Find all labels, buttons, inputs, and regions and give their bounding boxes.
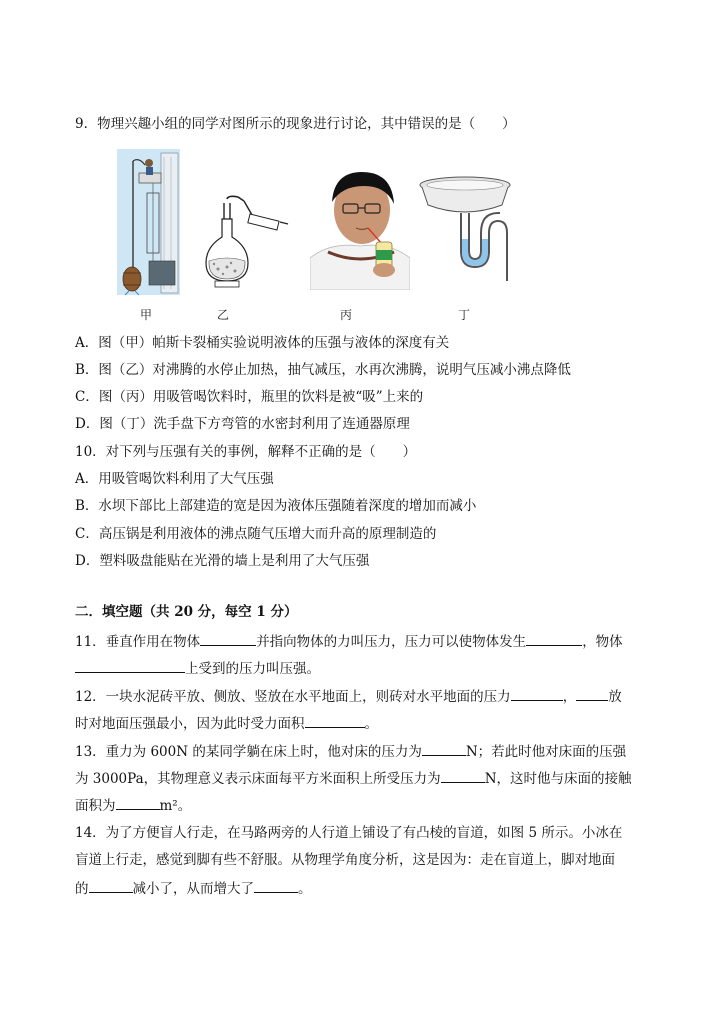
q9-option-c: C．图（丙）用吸管喝饮料时，瓶里的饮料是被“吸”上来的 — [75, 389, 424, 405]
q9-stem: 9．物理兴趣小组的同学对图所示的现象进行讨论，其中错误的是（ ） — [75, 116, 516, 132]
figure-jia-pascal-barrel — [117, 149, 180, 295]
q14-blank-1 — [89, 879, 133, 893]
section-heading-fill-in: 二．填空题（共 20 分，每空 1 分） — [75, 604, 298, 620]
q13-blank-3 — [116, 796, 160, 810]
q11-blank-3 — [75, 659, 185, 673]
q10-stem: 10．对下列与压强有关的事例，解释不正确的是（ ） — [75, 444, 417, 460]
q13-text-d: N，这时他与床面的接触 — [484, 771, 632, 787]
q13-text-f: m²。 — [159, 798, 192, 814]
q9-option-a: A．图（甲）帕斯卡裂桶实验说明液体的压强与液体的深度有关 — [75, 335, 450, 351]
q10-option-d: D．塑料吸盘能贴在光滑的墙上是利用了大气压强 — [75, 553, 370, 569]
q13-line-3 — [75, 796, 191, 815]
q13-line-1 — [75, 742, 626, 761]
q10-option-b: B．水坝下部比上部建造的宽是因为液体压强随着深度的增加而减小 — [75, 498, 477, 514]
q11-text-b: 并指向物体的力叫压力，压力可以使物体发生 — [256, 634, 527, 650]
q13-text-b: N；若此时他对床面的压强 — [465, 744, 627, 760]
q11-text-c: ，物体 — [582, 634, 623, 650]
q14-text-c: 。 — [298, 881, 312, 897]
q14-blank-2 — [254, 879, 298, 893]
q12-line-2 — [75, 714, 378, 733]
q13-line-2 — [75, 769, 632, 788]
q13-blank-1 — [422, 742, 466, 756]
q10-option-c: C．高压锅是利用液体的沸点随气压增大而升高的原理制造的 — [75, 526, 437, 542]
q12-text-c: 放 — [608, 689, 622, 705]
figure-yi-flask-syringe — [200, 193, 290, 293]
q11-blank-1 — [200, 632, 256, 646]
q14-line-2: 盲道上行走，感觉到脚有些不舒服。从物理学角度分析，这是因为：走在盲道上，脚对地面 — [75, 852, 615, 868]
q13-text-e: 面积为 — [75, 798, 116, 814]
q14-text-a: 的 — [75, 881, 89, 897]
q11-text-a: 11．垂直作用在物体 — [75, 634, 201, 650]
q12-blank-2 — [576, 687, 608, 701]
q11-line-2 — [75, 659, 320, 678]
q9-option-d: D．图（丁）洗手盘下方弯管的水密封利用了连通器原理 — [75, 416, 410, 432]
q13-blank-2 — [441, 769, 485, 783]
q11-line-1 — [75, 632, 623, 651]
q12-blank-1 — [511, 687, 563, 701]
q12-blank-3 — [305, 714, 365, 728]
figure-bing-boy-drinking — [310, 166, 410, 290]
q11-text-d: 上受到的压力叫压强。 — [185, 661, 320, 677]
q12-line-1 — [75, 687, 622, 706]
q14-line-3 — [75, 879, 312, 898]
figure-label-ding: 丁 — [458, 308, 471, 322]
q14-line-1: 14．为了方便盲人行走，在马路两旁的人行道上铺设了有凸棱的盲道，如图 5 所示。小冰在 — [75, 825, 623, 841]
figure-label-yi: 乙 — [217, 308, 230, 322]
figure-label-jia: 甲 — [140, 308, 153, 322]
q13-text-a: 13．重力为 600N 的某同学躺在床上时，他对床的压力为 — [75, 744, 422, 760]
q10-option-a: A．用吸管喝饮料利用了大气压强 — [75, 471, 274, 487]
q11-blank-2 — [526, 632, 582, 646]
q9-option-b: B．图（乙）对沸腾的水停止加热，抽气减压，水再次沸腾，说明气压减小沸点降低 — [75, 362, 571, 378]
figure-label-bing: 丙 — [340, 308, 353, 322]
q13-text-c: 为 3000Pa，其物理意义表示床面每平方米面积上所受压力为 — [75, 771, 441, 787]
q12-text-d: 时对地面压强最小，因为此时受力面积 — [75, 716, 305, 732]
q12-text-a: 12．一块水泥砖平放、侧放、竖放在水平地面上，则砖对水平地面的压力 — [75, 689, 511, 705]
figure-ding-sink-trap — [418, 175, 512, 283]
q12-text-e: 。 — [364, 716, 378, 732]
q14-text-b: 减小了，从而增大了 — [132, 881, 254, 897]
q12-text-b: ， — [562, 689, 577, 705]
